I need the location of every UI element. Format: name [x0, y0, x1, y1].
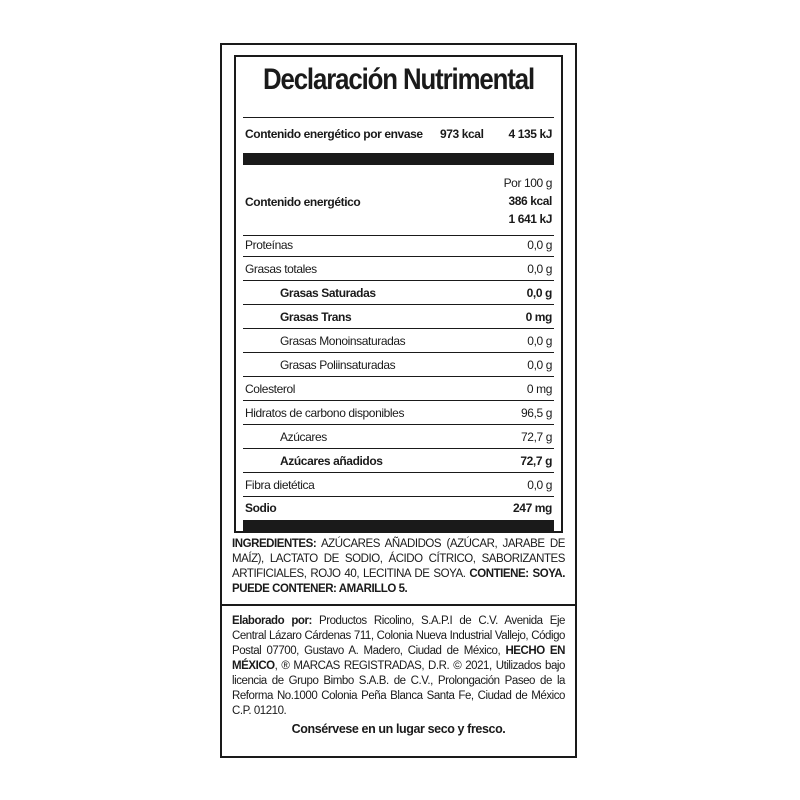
divider: [243, 352, 554, 353]
nutrient-value: 0,0 g: [527, 358, 552, 372]
nutrition-facts-panel: [234, 55, 563, 533]
energy-kcal: 386 kcal: [508, 194, 552, 208]
nutrition-label: [220, 43, 577, 758]
section-divider: [222, 604, 575, 606]
ingredients-paragraph: [232, 537, 565, 597]
energy-per-package-kcal: 973 kcal: [440, 127, 484, 141]
energy-per-100g-block: [245, 174, 552, 232]
nutrient-value: 0,0 g: [527, 334, 552, 348]
nutrient-value: 0,0 g: [527, 238, 552, 252]
manufacturer-heading: Elaborado por:: [232, 615, 312, 627]
nutrient-value: 247 mg: [513, 501, 552, 515]
divider: [243, 376, 554, 377]
label-title: Declaración Nutrimental: [262, 63, 535, 96]
energy-label: Contenido energético: [245, 195, 361, 209]
divider: [243, 424, 554, 425]
divider: [243, 400, 554, 401]
made-in-mexico: HECHO EN MÉXICO: [232, 645, 565, 672]
nutrient-value: 96,5 g: [521, 406, 552, 420]
manufacturer-text: Productos Ricolino, S.A.P.I de C.V. Avenida Eje Central Lázaro Cárdenas 711, Colonia Nueva Industrial Vallejo, Código Postal 07700, Gustavo A. Madero, Ciudad de México,: [232, 615, 565, 657]
nutrient-label: Grasas totales: [245, 262, 317, 276]
nutrient-label: Sodio: [245, 501, 277, 515]
storage-instructions: Consérvese en un lugar seco y fresco.: [291, 722, 506, 736]
nutrient-value: 0,0 g: [526, 286, 552, 300]
divider: [243, 256, 554, 257]
energy-per-package-kj: 4 135 kJ: [508, 127, 552, 141]
nutrient-value: 0 mg: [525, 310, 552, 324]
trademark-text: , ® MARCAS REGISTRADAS, D.R. © 2021, Utilizados bajo licencia de Grupo Bimbo S.A.B. de C.V., Prolongación Paseo de la Reforma No.1000 Colonia Peña Blanca Santa Fe, Ciudad de México C.P. 01210.: [232, 660, 565, 717]
nutrient-value: 0 mg: [526, 382, 552, 396]
manufacturer-paragraph: [232, 614, 565, 719]
nutrient-label: Azúcares: [280, 430, 327, 444]
nutrient-label: Azúcares añadidos: [280, 454, 383, 468]
nutrient-label: Hidratos de carbono disponibles: [245, 406, 405, 420]
nutrient-label: Proteínas: [245, 238, 293, 252]
divider: [243, 280, 554, 281]
divider: [243, 304, 554, 305]
divider: [243, 448, 554, 449]
divider: [243, 496, 554, 497]
nutrient-label: Grasas Monoinsaturadas: [280, 334, 406, 348]
nutrient-value: 0,0 g: [527, 478, 552, 492]
nutrient-label: Grasas Saturadas: [280, 286, 376, 300]
nutrient-label: Grasas Poliinsaturadas: [280, 358, 396, 372]
nutrient-label: Grasas Trans: [280, 310, 352, 324]
nutrient-value: 0,0 g: [527, 262, 552, 276]
allergen-statement: CONTIENE: SOYA. PUEDE CONTENER: AMARILLO 5.: [232, 568, 565, 595]
nutrient-label: Fibra dietética: [245, 478, 315, 492]
thick-divider: [243, 520, 554, 531]
divider: [243, 328, 554, 329]
ingredients-heading: INGREDIENTES:: [232, 538, 317, 550]
per-100g-header: Por 100 g: [503, 176, 552, 190]
ingredients-text: AZÚCARES AÑADIDOS (AZÚCAR, JARABE DE MAÍZ), LACTATO DE SODIO, ÁCIDO CÍTRICO, SABORIZANTES ARTIFICIALES, ROJO 40, LECITINA DE SOYA.: [232, 538, 565, 580]
divider: [243, 235, 554, 236]
nutrient-value: 72,7 g: [521, 430, 552, 444]
divider: [243, 117, 554, 118]
divider: [243, 472, 554, 473]
energy-kj: 1 641 kJ: [508, 212, 552, 226]
thick-divider: [243, 153, 554, 165]
nutrient-value: 72,7 g: [520, 454, 552, 468]
energy-per-package-label: Contenido energético por envase: [245, 127, 423, 141]
nutrient-label: Colesterol: [245, 382, 296, 396]
